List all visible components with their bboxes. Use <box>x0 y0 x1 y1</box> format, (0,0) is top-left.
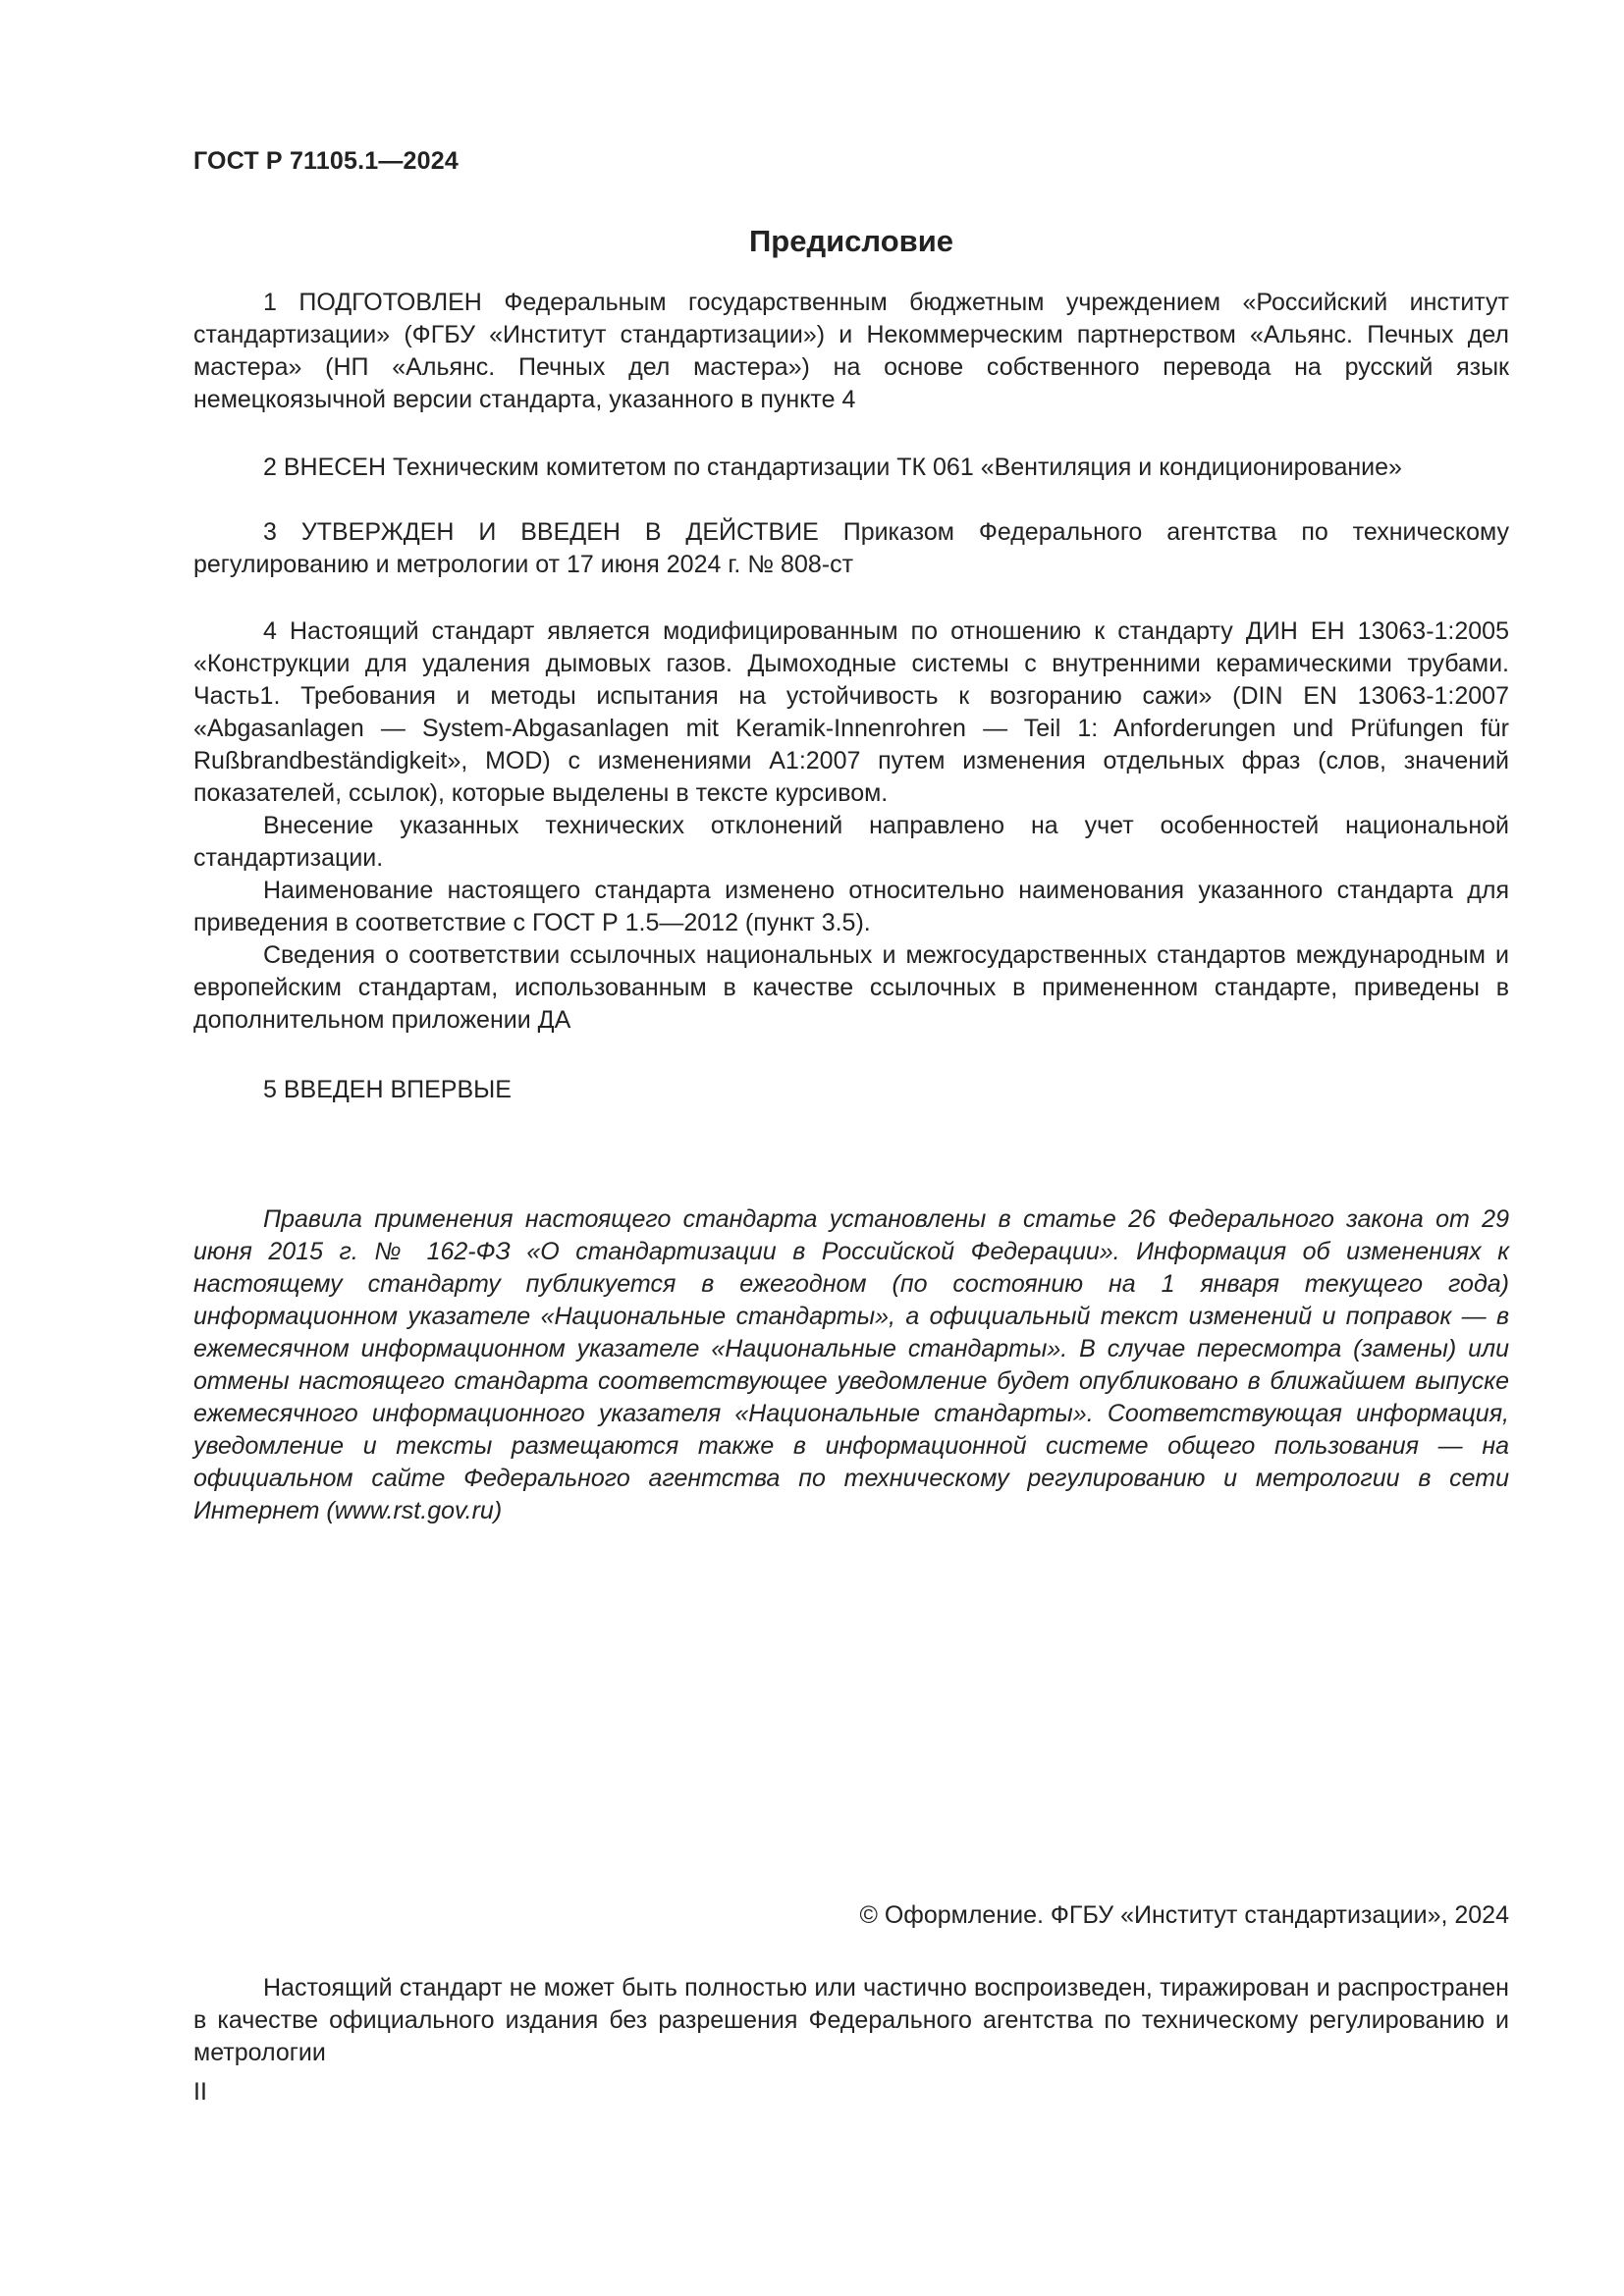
application-rules-notice-text: Правила применения настоящего стандарта установлены в статье 26 Федерального закона от 29 июня 2015 г. № 162-ФЗ «О стандартизации в Российской Федерации». Информация об изменениях к настоящему стандарту публикуется в ежегодном (по состоянию на 1 января текущего года) информационном указателе «Национальные стандарты», а официальный текст изменений и поправок — в ежемесячном информационном указателе «Национальные стандарты». В случае пересмотра (замены) или отмены настоящего стандарта соответствующее уведомление будет опубликовано в ближайшем выпуске ежемесячного информационного указателя «Национальные стандарты». Соответствующая информация, уведомление и тексты размещаются также в информационной системе общего пользования — на официальном сайте Федерального агентства по техническому регулированию и метрологии в сети Интернет (www.rst.gov.ru) <box>193 1205 1509 1524</box>
page-title: Предисловие <box>748 224 953 258</box>
preface-item-4-paragraph-3: Наименование настоящего стандарта изменено относительно наименования указанного стандарта для приведения в соответствие с ГОСТ Р 1.5—2012 (пункт 3.5). <box>193 877 1509 936</box>
preface-item-5 <box>193 1074 1509 1106</box>
copyright-line: © Оформление. ФГБУ «Институт стандартизации», 2024 <box>859 1901 1509 1929</box>
application-rules-notice <box>193 1203 1509 1527</box>
preface-item-5-text: 5 ВВЕДЕН ВПЕРВЫЕ <box>263 1076 512 1103</box>
reproduction-restriction-note <box>193 1972 1509 2069</box>
preface-item-2-text: 2 ВНЕСЕН Техническим комитетом по стандартизации ТК 061 «Вентиляция и кондиционирование» <box>263 454 1402 481</box>
standard-designation: ГОСТ Р 71105.1—2024 <box>193 147 459 175</box>
preface-item-1-text: 1 ПОДГОТОВЛЕН Федеральным государственным бюджетным учреждением «Российский институт стандартизации» (ФГБУ «Институт стандартизации») и Некоммерческим партнерством «Альянс. Печных дел мастера» (НП «Альянс. Печных дел мастера») на основе собственного перевода на русский язык немецкоязычной версии стандарта, указанного в пункте 4 <box>193 289 1509 413</box>
preface-item-4-paragraph-2: Внесение указанных технических отклонений направлено на учет особенностей национальной стандартизации. <box>193 812 1509 872</box>
preface-item-1 <box>193 287 1509 416</box>
preface-item-4 <box>193 615 1509 1037</box>
preface-item-3 <box>193 516 1509 581</box>
reproduction-restriction-text: Настоящий стандарт не может быть полностью или частично воспроизведен, тиражирован и распространен в качестве официального издания без разрешения Федерального агентства по техническому регулированию и метрологии <box>193 1974 1509 2066</box>
page-number: II <box>193 2078 207 2106</box>
preface-item-2 <box>193 452 1509 484</box>
preface-item-3-text: 3 УТВЕРЖДЕН И ВВЕДЕН В ДЕЙСТВИЕ Приказом Федерального агентства по техническому регулированию и метрологии от 17 июня 2024 г. № 808-ст <box>193 518 1509 578</box>
preface-item-4-paragraph-4: Сведения о соответствии ссылочных национальных и межгосударственных стандартов международным и европейским стандартам, использованным в качестве ссылочных в примененном стандарте, приведены в дополнительном приложении ДА <box>193 941 1509 1034</box>
preface-item-4-text: 4 Настоящий стандарт является модифицированным по отношению к стандарту ДИН ЕН 13063-1:2005 «Конструкции для удаления дымовых газов. Дымоходные системы с внутренними керамическими трубами. Часть1. Требования и методы испытания на устойчивость к возгоранию сажи» (DIN EN 13063-1:2007 «Abgasanlagen — System-Abgasanlagen mit Keramik-Innenrohren — Teil 1: Anforderungen und Prüfungen für Rußbrandbeständigkeit», MOD) с изменениями A1:2007 путем изменения отдельных фраз (слов, значений показателей, ссылок), которые выделены в тексте курсивом. <box>193 617 1509 807</box>
